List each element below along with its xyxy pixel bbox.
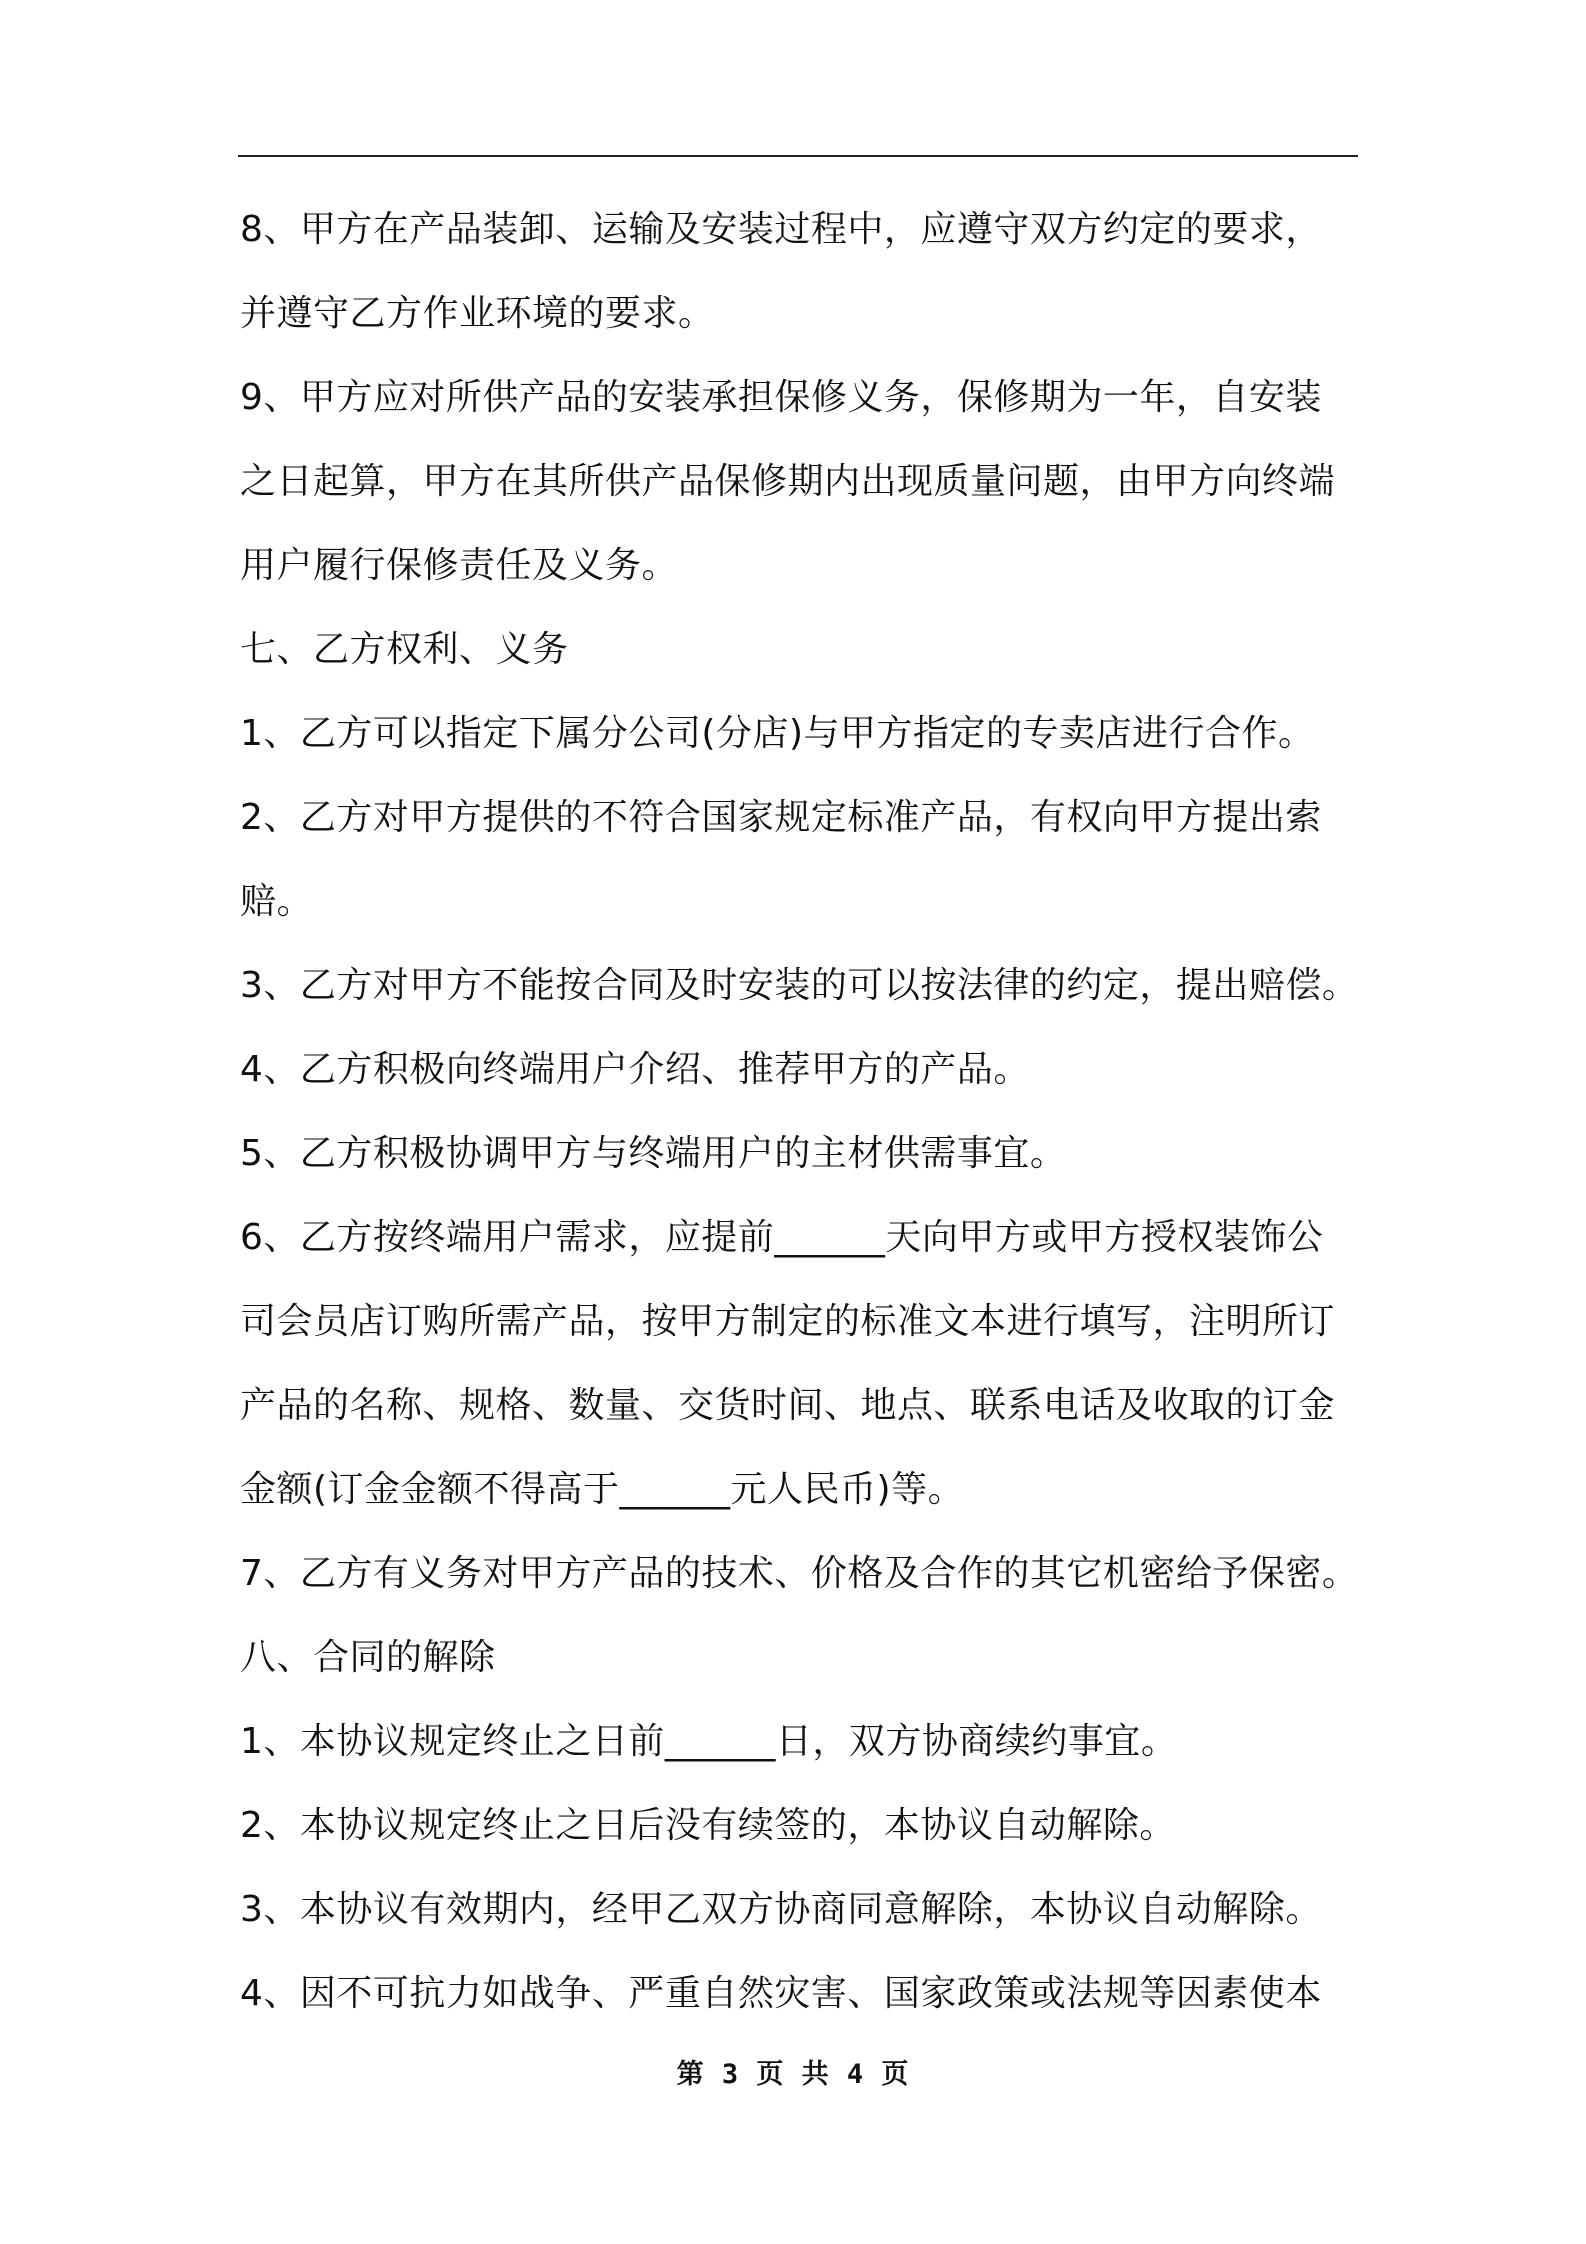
text-line-17: 7、乙方有义务对甲方产品的技术、价格及合作的其它机密给予保密。 [240, 1553, 1359, 1594]
text-line-11: 4、乙方积极向终端用户介绍、推荐甲方的产品。 [240, 1049, 1030, 1090]
text-line-10: 3、乙方对甲方不能按合同及时安装的可以按法律的约定，提出赔偿。 [240, 965, 1359, 1006]
header-rule [238, 155, 1358, 157]
text-line-5: 用户履行保修责任及义务。 [240, 545, 679, 586]
text-line-14: 司会员店订购所需产品，按甲方制定的标准文本进行填写，注明所订 [240, 1301, 1336, 1342]
text-line-2: 并遵守乙方作业环境的要求。 [240, 293, 715, 334]
text-line-12: 5、乙方积极协调甲方与终端用户的主材供需事宜。 [240, 1133, 1067, 1174]
text-line-8: 2、乙方对甲方提供的不符合国家规定标准产品，有权向甲方提出索 [240, 797, 1322, 838]
text-line-7: 1、乙方可以指定下属分公司(分店)与甲方指定的专卖店进行合作。 [240, 713, 1315, 754]
text-line-19: 1、本协议规定终止之日前______日，双方协商续约事宜。 [240, 1721, 1178, 1762]
text-line-9: 赔。 [240, 881, 314, 922]
text-line-15: 产品的名称、规格、数量、交货时间、地点、联系电话及收取的订金 [240, 1385, 1336, 1426]
text-line-3: 9、甲方应对所供产品的安装承担保修义务，保修期为一年，自安装 [240, 377, 1322, 418]
text-line-16: 金额(订金金额不得高于______元人民币)等。 [240, 1469, 965, 1510]
text-line-20: 2、本协议规定终止之日后没有续签的，本协议自动解除。 [240, 1805, 1176, 1846]
section-heading-7: 七、乙方权利、义务 [240, 629, 569, 670]
text-line-22: 4、因不可抗力如战争、严重自然灾害、国家政策或法规等因素使本 [240, 1973, 1322, 2014]
page-number-footer: 第 3 页 共 4 页 [676, 2059, 910, 2090]
section-heading-8: 八、合同的解除 [240, 1637, 496, 1678]
document-body [240, 188, 1380, 2036]
text-line-13: 6、乙方按终端用户需求，应提前______天向甲方或甲方授权装饰公 [240, 1217, 1324, 1258]
text-line-4: 之日起算，甲方在其所供产品保修期内出现质量问题，由甲方向终端 [240, 461, 1336, 502]
text-line-21: 3、本协议有效期内，经甲乙双方协商同意解除，本协议自动解除。 [240, 1889, 1322, 1930]
text-line-1: 8、甲方在产品装卸、运输及安装过程中，应遵守双方约定的要求， [240, 209, 1322, 250]
